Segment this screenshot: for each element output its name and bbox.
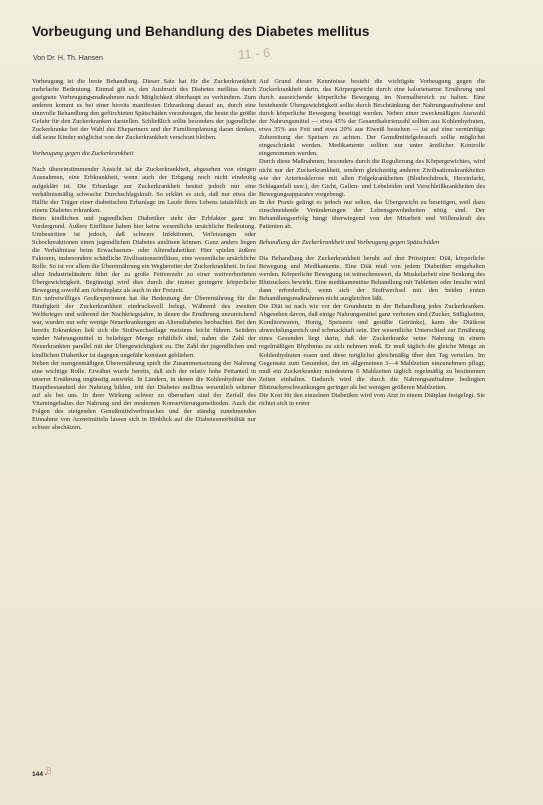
left-column [32, 78, 256, 432]
body-paragraph: Auf Grund dieser Kenntnisse besteht die wichtigste Vorbeugung gegen die Zuckerkrankheit darin, das Körpergewicht durch eine kalorienarme Ernährung und durch ausreichende körperliche Bewegung im Normalbereich zu halten. Eine bestehende Übergewichtigkeit sollte durch Beschränkung der Nahrungsaufnahme und durch körperliche Bewegung beseitigt werden. Neben einer zweckmäßigen Auswahl der Nahrungsmittel — etwa 45% der Gesamtkalorienzahl sollten aus Kohlenhydraten, etwa 35% aus Fett und etwa 20% aus Eiweiß bestehen — ist auf eine vernünftige Zubereitung der Speisen zu achten. Der Genußmittelgebrauch sollte möglichst eingeschränkt werden. Medikamente sollten nur unter ärztlicher Kontrolle eingenommen werden. [259, 78, 485, 158]
body-paragraph: Beim kindlichen und jugendlichen Diabetiker steht der Erbfaktor ganz im Vordergrund. Äußere Einflüsse haben hier keine wesentliche ursächliche Bedeutung. Umbestritten ist jedoch, daß schwere Infektionen, Verletzungen oder Schockreaktionen einen jugendlichen Diabetes auslösen können. Ganz anders liegen die Verhältnisse beim Erwachsenen- oder Altersdiabetiker. Hier spielen äußere Faktoren, insbesondere schädliche Zivilisationseinflüsse, eine wesentliche ursächliche Rolle. So ist vor allem die Überernährung ein Wegbereiter der Zuckerkrankheit. In fast allen Industrieländern führt der zu große Fettverzehr zu einer weitverbreiteten Übergewichtigkeit. Begünstigt wird dies durch die immer geringere körperliche Bewegung sowohl am Arbeitsplatz als auch in der Freizeit. [32, 214, 256, 295]
body-paragraph: Die Diät ist nach wie vor der Grundstein in der Behandlung jedes Zuckerkranken. Abgesehen davon, daß einige Nahrungsmittel ganz verboten sind (Zucker, Süßigkeiten, Konditorwaren, Honig, Speiseeis und gesüßte Getränke), kann die Diätkost abwechslungsreich und schmackhaft sein. Der wesentliche Unterschied zur Ernährung eines Gesunden liegt darin, daß der Zuckerkranke seine Nahrung in einem regelmäßigen Rhythmus zu sich nehmen muß. Er muß täglich die gleiche Menge an Kohlenhydraten essen und diese möglichst gleichmäßig über den Tag verteilen. Im Gegensatz zum Gesunden, der im allgemeinen 3—4 Mahlzeiten einzunehmen pflegt, muß ein Zuckerkranker mindestens 6 Mahlzeiten täglich regelmäßig zu bestimmten Zeiten einhalten. Dadurch wird die durch die Nahrungsaufnahme bedingten Blutzuckerschwankungen geringer als bei wenigen größeren Mahlzeiten. [259, 303, 485, 391]
right-column [259, 78, 485, 408]
handwritten-page-mark: 8 [46, 766, 52, 777]
body-paragraph: Vorbeugung ist die beste Behandlung. Dieser Satz hat für die Zuckerkrankheit mehrfache Bedeutung. Einmal gilt es, den Ausbruch des Diabetes mellitus durch geeignete Vorbeugungsmaßnahmen nach Möglichkeit überhaupt zu verhindern. Zum anderen kommt es bei einer bereits manifesten Erkrankung darauf an, durch eine sinnvolle Behandlung den gefürchteten Spätschäden vorzubeugen, die heute die größte Gefahr für den Zuckerkranken darstellen. Schließlich sollte besonders der jugendliche Zuckerkranke bei der Wahl des Ehepartners und der Familienplanung daran denken, daß seine Kinder möglichst von der Zuckerkrankheit verschont bleiben. [32, 78, 256, 142]
body-paragraph: Nach übereinstimmender Ansicht ist die Zuckerkrankheit, abgesehen von einigen Ausnahmen, eine Erbkrankheit, wenn auch der Erbgang noch nicht eindeutig aufgeklärt ist. Die Erbanlage zur Zuckerkrankheit besitzt jedoch nur eine verhältnismäßig schwache Durchschlagskraft. So erklärt es sich, daß nur etwa die Hälfte der Träger einer diabetischen Erbanlage im Laufe ihres Lebens tatsächlich an einem Diabetes erkranken. [32, 166, 256, 214]
body-paragraph: Die Kost für den einzelnen Diabetiker wird vom Arzt in einem Diätplan festgelegt. Sie richtet sich in erster [259, 391, 485, 407]
section-heading: Vorbeugung gegen die Zuckerkrankheit [32, 150, 134, 158]
body-paragraph: Neben der mengenmäßigen Überernährung spielt die Zusammensetzung der Nahrung eine wichtige Rolle. Erwähnt wurde bereits, daß sich der relativ hohe Fettanteil in unserer Ernährung ungünstig auswirkt. In Ländern, in denen die Kohlenhydrate den Hauptbestandteil der Nahrung bilden, tritt der Diabetes mellitus wesentlich seltener auf als bei uns. In ihrer Wirkung schwer zu übersehen sind der Zerfall des Vitamingehaltes der Nahrung und der modernen Konservierungsmethoden. Auch die Folgen des steigenden Genußmittelverbrauches und der ständig zunehmenden Einnahme von Arzneimitteln lassen sich in Hinblick auf die Diabetesmorbidität nur schwer abschätzen. [32, 359, 256, 431]
section-heading: Behandlung der Zuckerkrankheit und Vorbeugung gegen Spätschäden [259, 238, 440, 246]
body-paragraph: Durch diese Maßnahmen, besonders durch die Regulierung des Körpergewichtes, wird nicht nur der Zuckerkrankheit, sondern gleichzeitig anderen Zivilisationskrankheiten wie der Arteriosklerose mit allen Folgekrankheiten (Bluthochdruck, Herzinfarkt, Schlaganfall usw.), der Gicht, Gallen- und Lebeleiden und Verschleißkrankheiten des Bewegungsapparates vorgebeugt. [259, 158, 485, 198]
page-number: 144 - [32, 771, 48, 778]
body-paragraph: Die Behandlung der Zuckerkrankheit beruht auf drei Prinzipien: Diät, körperliche Bewegung und Medikamente. Eine Diät muß von jedem Diabetiker eingehalten werden. Körperliche Bewegung ist wünschenswert, da Muskelarbeit eine Senkung des Blutzuckers bewirkt. Eine medikamentöse Behandlung mit Tabletten oder Insulin wird dann erforderlich, wenn sich der Stoffwechsel mit den beiden ersten Behandlungsmaßnahmen nicht ausgleichen läßt. [259, 254, 485, 303]
pencil-annotation: 11 - 6 [237, 44, 271, 63]
article-title: Vorbeugung und Behandlung des Diabetes mellitus [32, 24, 370, 39]
body-paragraph: In der Praxis gelingt es jedoch nur selten, das Übergewicht zu beseitigen, weil dazu einschneidende Veränderungen der Lebensgewohnheiten nötig sind. Der Behandlungserfolg hängt überwiegend von der Mitarbeit und Willenskraft des Patienten ab. [259, 198, 485, 230]
body-paragraph: Ein unfreiwilliges Großexperiment hat die Bedeutung der Überernährung für die Häufigkeit der Zuckerkrankheit eindrucksvoll belegt. Während des zweiten Weltkrieges und während der Nachkriegsjahre, in denen die Ernährung unzureichend war, wurden nur sehr wenige Neuerkrankungen an Altersdiabetes beobachtet. Bei den bereits Erkrankten ließ sich die Stoffwechsellage meistens leicht führen. Seitdem wieder Nahrungsmittel in beliebiger Menge erhältlich sind, nahm die Zahl der Neuerkrankten parallel mit der Übergewichtigkeit zu. Die Zahl der jugendlichen und kindlichen Diabetiker ist dagegen ungefähr konstant geblieben. [32, 295, 256, 359]
article-author: Von Dr. H. Th. Hansen [33, 55, 103, 62]
